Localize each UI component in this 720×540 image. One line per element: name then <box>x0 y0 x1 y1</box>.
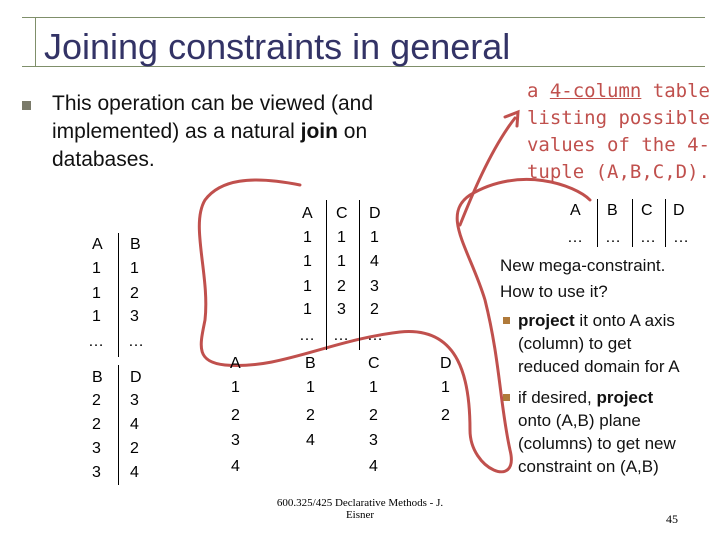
cell: 1 <box>231 379 240 396</box>
project-keyword: project <box>596 388 654 407</box>
cell: 3 <box>231 432 240 449</box>
cell: 1 <box>303 253 312 270</box>
cell: 4 <box>130 416 139 433</box>
divider <box>665 199 666 247</box>
cell: 2 <box>92 416 101 433</box>
header-b: B <box>305 355 316 372</box>
divider <box>359 200 360 350</box>
cell: 4 <box>306 432 315 449</box>
header-d: D <box>130 369 142 386</box>
cell: 4 <box>369 458 378 475</box>
explanation-line-1: New mega-constraint. <box>500 256 666 275</box>
header-d: D <box>369 205 381 222</box>
cell: 2 <box>370 301 379 318</box>
bullet-marker <box>503 394 510 401</box>
header-a: A <box>92 236 103 253</box>
divider <box>118 365 119 485</box>
header-b: B <box>130 236 141 253</box>
header-a: A <box>302 205 313 222</box>
cell: 2 <box>337 278 346 295</box>
bullet-marker <box>503 317 510 324</box>
cell: … <box>88 333 104 350</box>
header-b: B <box>92 369 103 386</box>
cell: 2 <box>231 407 240 424</box>
divider <box>118 233 119 357</box>
cell: 1 <box>130 260 139 277</box>
cell: 3 <box>92 440 101 457</box>
cell: … <box>367 327 383 344</box>
cell: 1 <box>441 379 450 396</box>
cell: 1 <box>306 379 315 396</box>
annotation-line-4: tuple (A,B,C,D). <box>526 161 710 183</box>
divider <box>632 199 633 247</box>
cell: … <box>299 327 315 344</box>
cell: 1 <box>303 278 312 295</box>
cell: 2 <box>130 440 139 457</box>
cell: … <box>640 229 656 246</box>
explanation-bullet-1: project it onto A axis (column) to get reduced domain for A <box>518 311 680 376</box>
cell: 4 <box>130 464 139 481</box>
explanation-line-2: How to use it? <box>500 282 608 301</box>
cell: … <box>128 333 144 350</box>
page-number: 45 <box>666 512 678 526</box>
project-keyword: project <box>518 311 575 330</box>
footer-source: 600.325/425 Declarative Methods - J. Eisner <box>276 497 444 521</box>
divider <box>597 199 598 247</box>
cell: 1 <box>92 308 101 325</box>
cell: 3 <box>370 278 379 295</box>
cell: 4 <box>370 253 379 270</box>
cell: 1 <box>303 301 312 318</box>
header-d: D <box>673 202 685 219</box>
header-a: A <box>570 202 581 219</box>
cell: … <box>605 229 621 246</box>
cell: 2 <box>306 407 315 424</box>
annotation-line-3: values of the 4- <box>526 134 710 156</box>
cell: … <box>673 229 689 246</box>
cell: 2 <box>441 407 450 424</box>
header-c: C <box>368 355 380 372</box>
cell: 1 <box>303 229 312 246</box>
annotation-line-1: a 4-column table <box>526 80 710 102</box>
cell: 2 <box>130 285 139 302</box>
divider <box>326 200 327 350</box>
cell: … <box>333 327 349 344</box>
explanation-bullet-2: if desired, project onto (A,B) plane (columns) to get new constraint on (A,B) <box>518 388 676 476</box>
cell: 3 <box>130 308 139 325</box>
header-d: D <box>440 355 452 372</box>
header-c: C <box>641 202 653 219</box>
annotation-line-2: listing possible <box>526 107 710 129</box>
bullet-text: This operation can be viewed (and implemented) as a natural join on databases. <box>52 92 374 171</box>
cell: 1 <box>369 379 378 396</box>
cell: 3 <box>369 432 378 449</box>
cell: 2 <box>369 407 378 424</box>
cell: 3 <box>130 392 139 409</box>
cell: 1 <box>92 285 101 302</box>
cell: 1 <box>370 229 379 246</box>
cell: 1 <box>337 253 346 270</box>
cell: 3 <box>337 301 346 318</box>
cell: 2 <box>92 392 101 409</box>
cell: 4 <box>231 458 240 475</box>
header-a: A <box>230 355 241 372</box>
header-c: C <box>336 205 348 222</box>
cell: 1 <box>337 229 346 246</box>
page-title: Joining constraints in general <box>44 26 511 67</box>
cell: 1 <box>92 260 101 277</box>
cell: 3 <box>92 464 101 481</box>
cell: … <box>567 229 583 246</box>
header-b: B <box>607 202 618 219</box>
